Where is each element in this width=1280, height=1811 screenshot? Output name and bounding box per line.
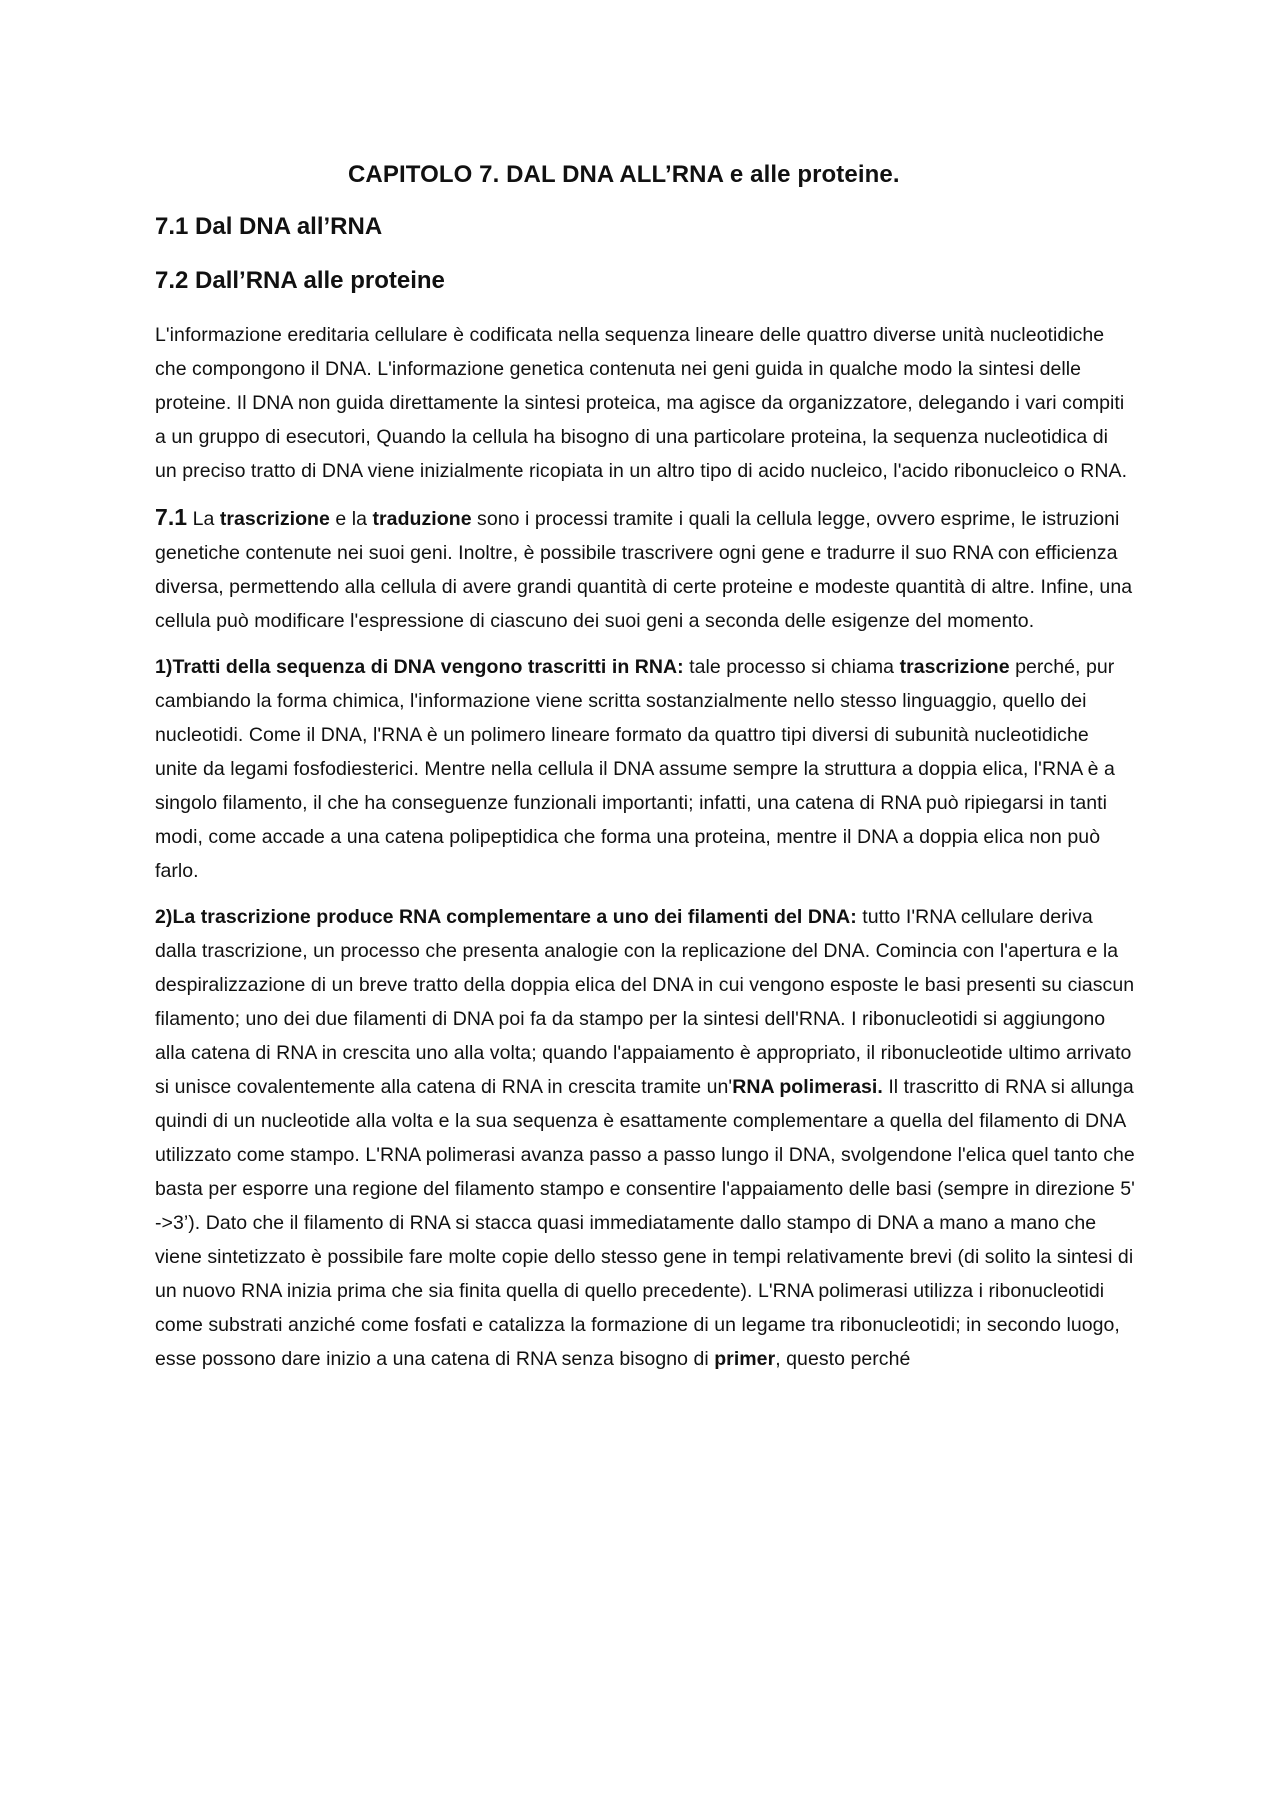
bold-term: trascrizione <box>219 508 330 530</box>
text-run: perché, pur cambiando la forma chimica, l'informazione viene scritta sostanzialmente nello stesso linguaggio, quello dei nucleotidi. Come il DNA, l'RNA è un polimero lineare formato da quattro tipi diversi di subunità nucleotidiche unite da legami fosfodiesterici. Mentre nella cellula il DNA assume sempre la struttura a doppia elica, l'RNA è a singolo filamento, il che ha conseguenze funzionali importanti; infatti, una catena di RNA può ripiegarsi in tanti modi, come accade a una catena polipeptidica che forma una proteina, mentre il DNA a doppia elica non può farlo. <box>155 656 1115 882</box>
point-lead: 1)Tratti della sequenza di DNA vengono trascritti in RNA: <box>155 656 684 678</box>
section-heading-7-1: 7.1 Dal DNA all’RNA <box>155 213 383 240</box>
bold-term: primer <box>714 1348 776 1370</box>
paragraph-point-1 <box>155 650 1135 888</box>
document-body <box>155 158 1135 1388</box>
text-run: tutto I'RNA cellulare deriva dalla trascrizione, un processo che presenta analogie con la replicazione del DNA. Comincia con l'apertura e la despiralizzazione di un breve tratto della doppia elica del DNA in cui vengono esposte le basi presenti su ciascun filamento; uno dei due filamenti di DNA poi fa da stampo per la sintesi dell'RNA. I ribonucleotidi si aggiungono alla catena di RNA in crescita uno alla volta; quando l'appaiamento è appropriato, il ribonucleotide ultimo arrivato si unisce covalentemente alla catena di RNA in crescita tramite un' <box>155 906 1135 1098</box>
text-run: sono i processi tramite i quali la cellula legge, ovvero esprime, le istruzioni genetiche contenute nei suoi geni. Inoltre, è possibile trascrivere ogni gene e tradurre il suo RNA con efficienza diversa, permettendo alla cellula di avere grandi quantità di certe proteine e modeste quantità di altre. Infine, una cellula può modificare l'espressione di ciascuno dei suoi geni a seconda delle esigenze del momento. <box>155 508 1133 632</box>
text-run: e la <box>329 508 373 530</box>
paragraph-7-1 <box>155 500 1135 638</box>
paragraph-number: 7.1 <box>155 504 188 530</box>
bold-term: RNA polimerasi. <box>732 1076 883 1098</box>
intro-paragraph: L'informazione ereditaria cellulare è codificata nella sequenza lineare delle quattro diverse unità nucleotidiche che compongono il DNA. L'informazione genetica contenuta nei geni guida in qualche modo la sintesi delle proteine. Il DNA non guida direttamente la sintesi proteica, ma agisce da organizzatore, delegando i vari compiti a un gruppo di esecutori, Quando la cellula ha bisogno di una particolare proteina, la sequenza nucleotidica di un preciso tratto di DNA viene inizialmente ricopiata in un altro tipo di acido nucleico, l'acido ribonucleico o RNA. <box>155 324 1128 482</box>
section-heading-7-2: 7.2 Dall’RNA alle proteine <box>155 267 445 294</box>
bold-term: traduzione <box>372 508 472 530</box>
text-run: , questo perché <box>775 1348 911 1370</box>
text-run: La <box>187 508 220 530</box>
chapter-title: CAPITOLO 7. DAL DNA ALL’RNA e alle proteine. <box>348 161 900 188</box>
bold-term: trascrizione <box>899 656 1010 678</box>
paragraph-point-2 <box>155 900 1135 1376</box>
text-run: Il trascritto di RNA si allunga quindi di un nucleotide alla volta e la sua sequenza è esattamente complementare a quella del filamento di DNA utilizzato come stampo. L'RNA polimerasi avanza passo a passo lungo il DNA, svolgendone l'elica quel tanto che basta per esporre una regione del filamento stampo e consentire l'appaiamento delle basi (sempre in direzione 5' ->3’). Dato che il filamento di RNA si stacca quasi immediatamente dallo stampo di DNA a mano a mano che viene sintetizzato è possibile fare molte copie dello stesso gene in tempi relativamente brevi (di solito la sintesi di un nuovo RNA inizia prima che sia finita quella di quello precedente). L'RNA polimerasi utilizza i ribonucleotidi come substrati anziché come fosfati e catalizza la formazione di un legame tra ribonucleotidi; in secondo luogo, esse possono dare inizio a una catena di RNA senza bisogno di <box>155 1076 1135 1370</box>
text-run: tale processo si chiama <box>683 656 900 678</box>
point-lead: 2)La trascrizione produce RNA complementare a uno dei filamenti del DNA: <box>155 906 857 928</box>
